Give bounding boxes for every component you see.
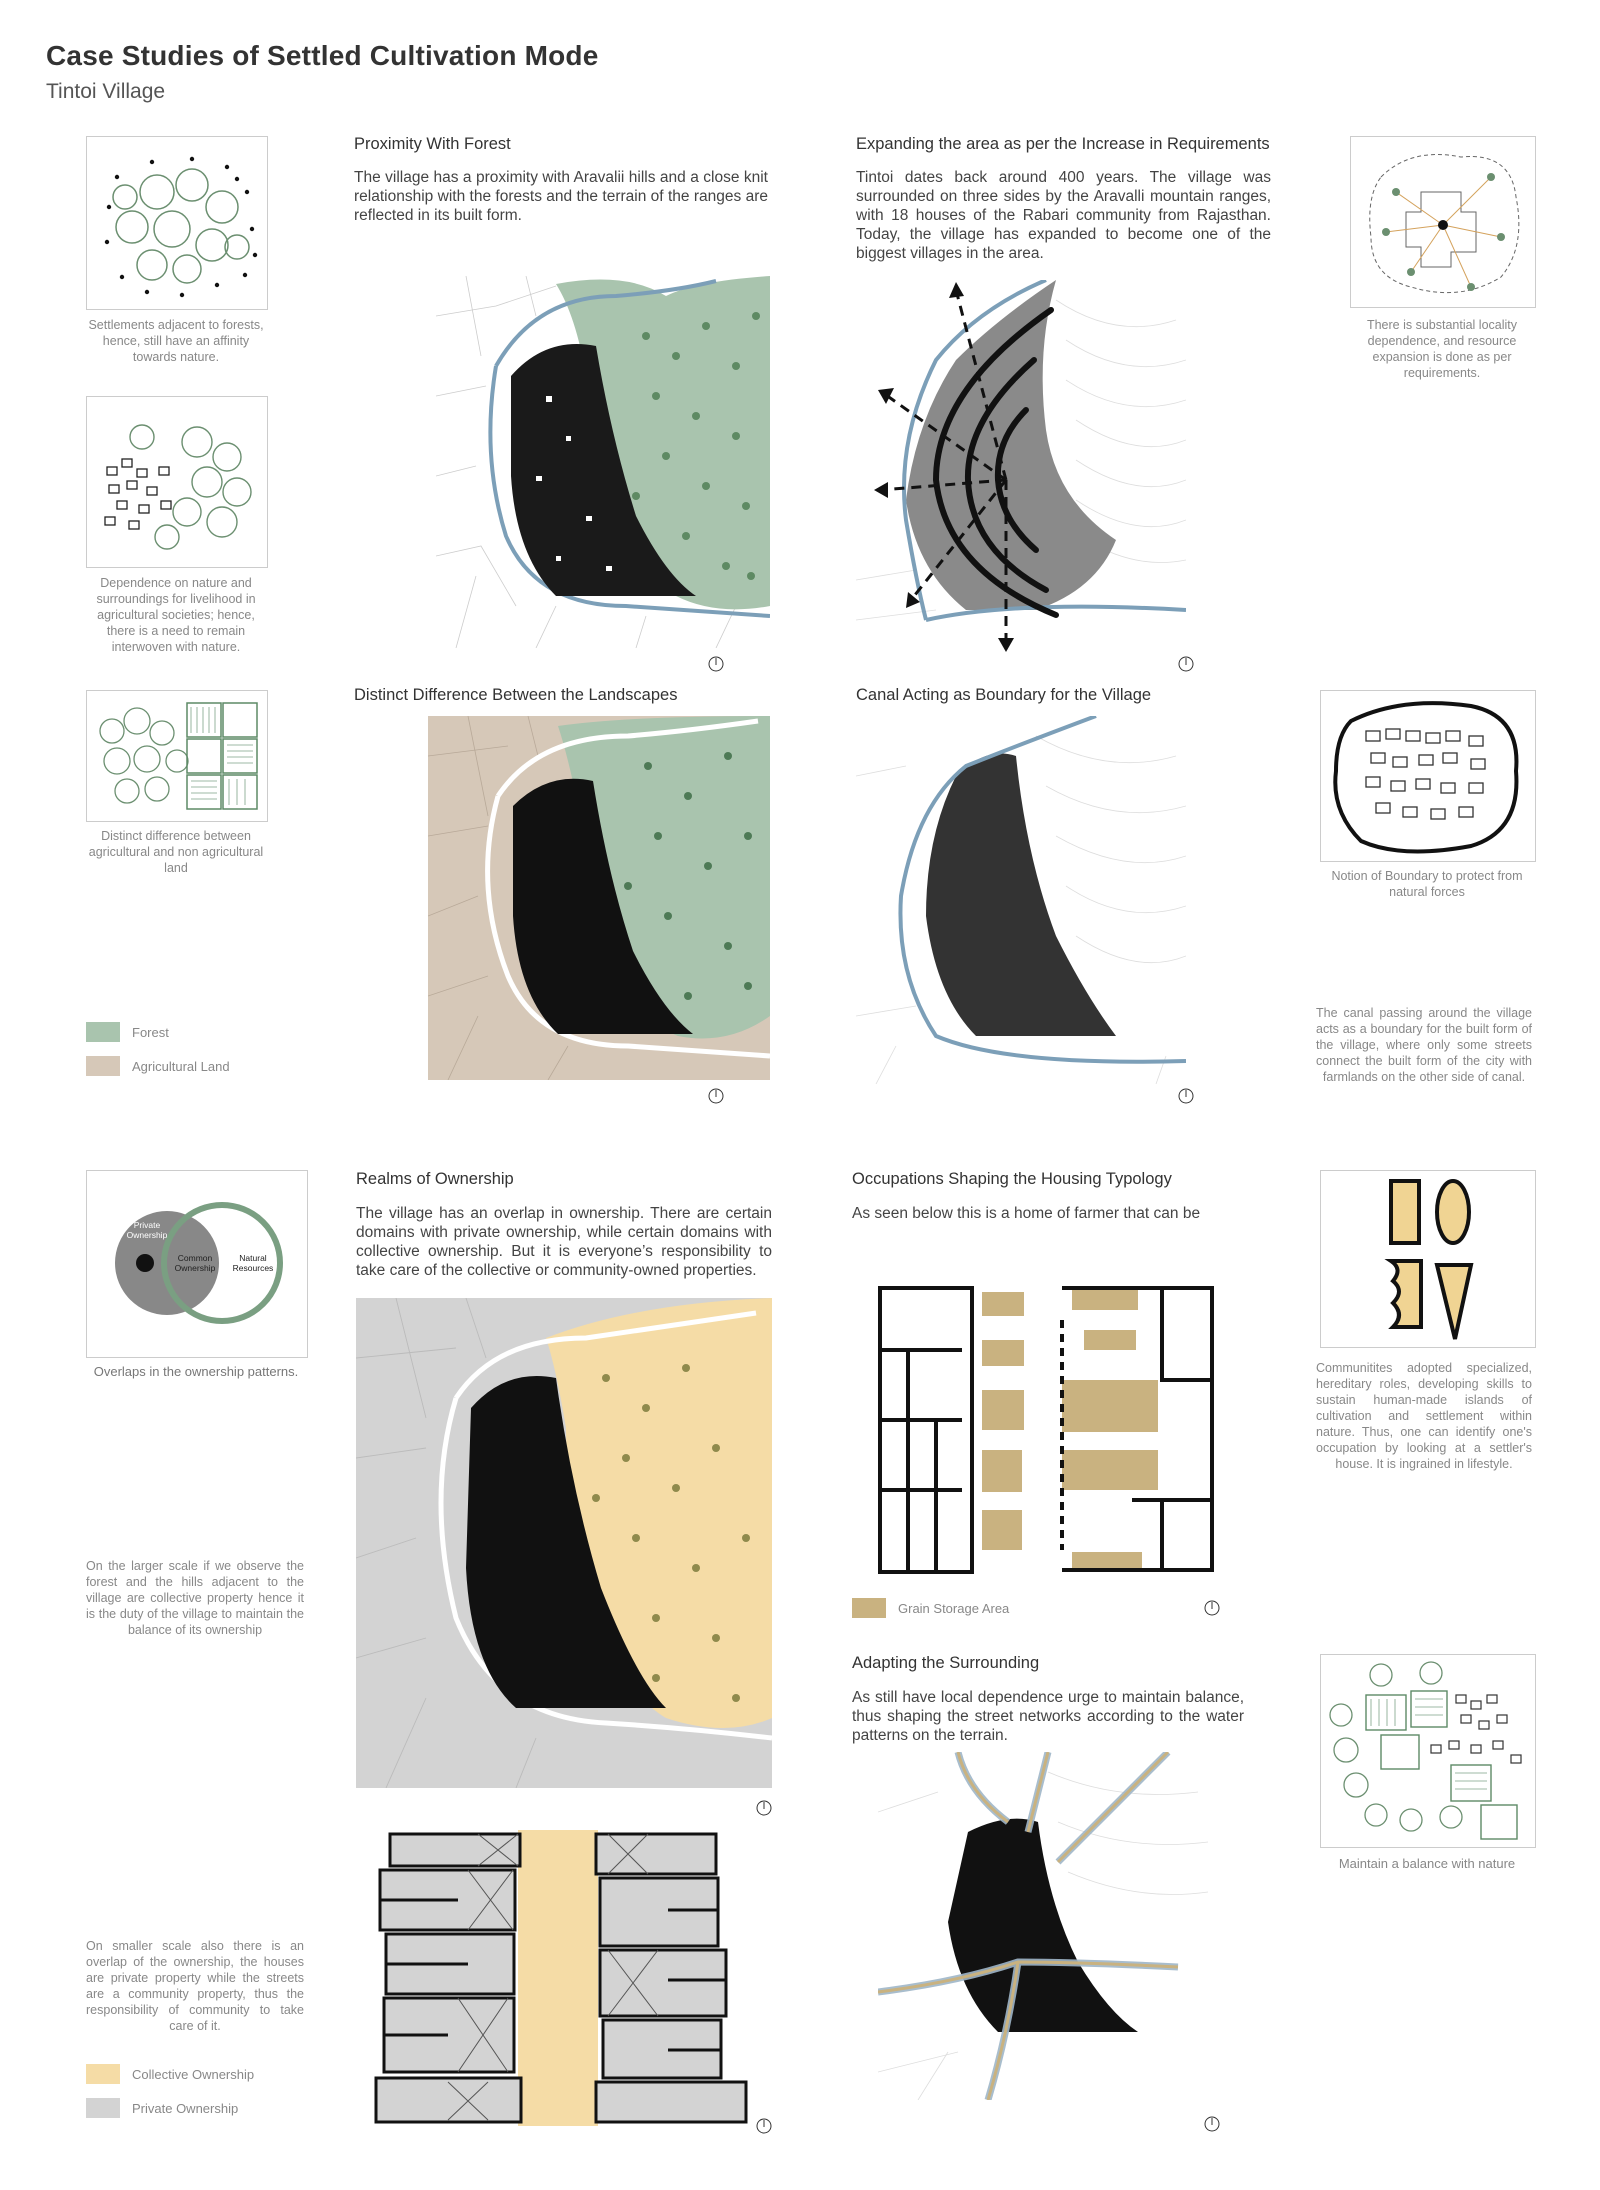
caption-dependence: Dependence on nature and surroundings for livelihood in agricultural societies; hence, there is a need to remain interwoven with nature.	[96, 576, 256, 654]
north-arrow-icon	[756, 2118, 772, 2134]
map-canal	[856, 716, 1186, 1084]
legend-collective	[86, 2064, 254, 2084]
north-arrow-icon	[708, 1088, 724, 1104]
heading-occupations: Occupations Shaping the Housing Typology	[852, 1170, 1172, 1188]
heading-ownership: Realms of Ownership	[356, 1170, 514, 1188]
legend-forest-label: Forest	[132, 1024, 169, 1040]
venn-natural-label: Natural Resources	[232, 1253, 274, 1273]
north-arrow-icon	[708, 656, 724, 672]
legend-collective-swatch	[86, 2064, 120, 2084]
forest-settlement-sketch	[86, 136, 268, 310]
caption-locality: There is substantial locality dependence, and resource expansion is done as per requirements.	[1366, 318, 1518, 380]
heading-proximity: Proximity With Forest	[354, 135, 511, 153]
legend-private-swatch	[86, 2098, 120, 2118]
caption-overlaps: Overlaps in the ownership patterns.	[93, 1364, 299, 1379]
text-proximity: The village has a proximity with Aravalii hills and a close knit relationship with the forests and the terrain of the ranges are reflected in its built form.	[354, 169, 768, 224]
locality-sketch	[1350, 136, 1536, 308]
map-adapting	[878, 1752, 1208, 2100]
heading-canal: Canal Acting as Boundary for the Village	[856, 686, 1152, 704]
text-ownership: The village has an overlap in ownership. There are certain domains with private ownership, while certain domains with collective ownership. But it is everyone’s responsibility to take care of the collective or community-owned properties.	[356, 1205, 772, 1279]
map-expanding	[856, 280, 1186, 652]
north-arrow-icon	[1178, 656, 1194, 672]
map-distinct	[428, 716, 770, 1080]
caption-boundary: Notion of Boundary to protect from natural forces	[1331, 869, 1523, 899]
text-adapting: As still have local dependence urge to maintain balance, thus shaping the street networks according to the water patterns on the terrain.	[852, 1689, 1244, 1744]
legend-agri-swatch	[86, 1056, 120, 1076]
caption-communities: Communitites adopted specialized, hereditary roles, developing skills to sustain human-made islands of cultivation and settlement within nature. Thus, one can identify one's occupation by looking at a settler's house. It is ingrained in lifestyle.	[1316, 1361, 1532, 1471]
street-ownership-plan	[368, 1830, 748, 2126]
heading-adapting: Adapting the Surrounding	[852, 1654, 1040, 1672]
page-title: Case Studies of Settled Cultivation Mode	[46, 40, 599, 71]
legend-private	[86, 2098, 238, 2118]
caption-smaller: On smaller scale also there is an overlap of the ownership, the houses are private property while the streets are a community property, thus the responsibility of community to take care of it.	[86, 1939, 304, 2033]
legend-forest	[86, 1022, 169, 1042]
text-occupations: As seen below this is a home of farmer that can be	[852, 1205, 1201, 1222]
north-arrow-icon	[756, 1800, 772, 1816]
north-arrow-icon	[1204, 1600, 1220, 1616]
page-subtitle: Tintoi Village	[46, 80, 166, 103]
caption-larger: On the larger scale if we observe the forest and the hills adjacent to the village are collective property hence it is the duty of the village to maintain the balance of its ownership	[86, 1559, 304, 1637]
legend-collective-label: Collective Ownership	[132, 2066, 255, 2082]
legend-forest-swatch	[86, 1022, 120, 1042]
legend-grain-swatch	[852, 1598, 886, 1618]
legend-agri	[86, 1056, 230, 1076]
text-expanding: Tintoi dates back around 400 years. The village was surrounded on three sides by the Aravalli mountain ranges, with 18 houses of the Rabari community from Rajasthan. Today, the village has expanded to become one of the biggest villages in the area.	[856, 169, 1271, 262]
heading-expanding: Expanding the area as per the Increase in Requirements	[856, 135, 1270, 153]
caption-balance: Maintain a balance with nature	[1338, 1856, 1516, 1871]
legend-grain	[852, 1598, 1009, 1618]
boundary-sketch	[1320, 690, 1536, 862]
venn-private-label: Private Ownership	[126, 1220, 168, 1240]
farmer-house-plan	[872, 1280, 1222, 1580]
housing-typology-sketch	[1320, 1170, 1536, 1348]
map-proximity	[436, 276, 770, 648]
balance-sketch	[1320, 1654, 1536, 1848]
ownership-venn-diagram	[86, 1170, 308, 1358]
north-arrow-icon	[1204, 2116, 1220, 2132]
agri-vs-nonagri-sketch	[86, 690, 268, 822]
legend-private-label: Private Ownership	[132, 2100, 239, 2116]
caption-settlements: Settlements adjacent to forests, hence, still have an affinity towards nature.	[88, 318, 264, 364]
north-arrow-icon	[1178, 1088, 1194, 1104]
map-ownership	[356, 1298, 772, 1788]
caption-distinct: Distinct difference between agricultural and non agricultural land	[88, 829, 264, 875]
legend-agri-label: Agricultural Land	[132, 1058, 230, 1074]
dependence-sketch	[86, 396, 268, 568]
caption-canal: The canal passing around the village acts as a boundary for the built form of the village, where only some streets connect the built form of the city with farmlands on the other side of canal.	[1316, 1006, 1532, 1084]
legend-grain-label: Grain Storage Area	[898, 1600, 1010, 1616]
heading-distinct: Distinct Difference Between the Landscapes	[354, 686, 678, 704]
venn-common-label: Common Ownership	[174, 1253, 216, 1273]
